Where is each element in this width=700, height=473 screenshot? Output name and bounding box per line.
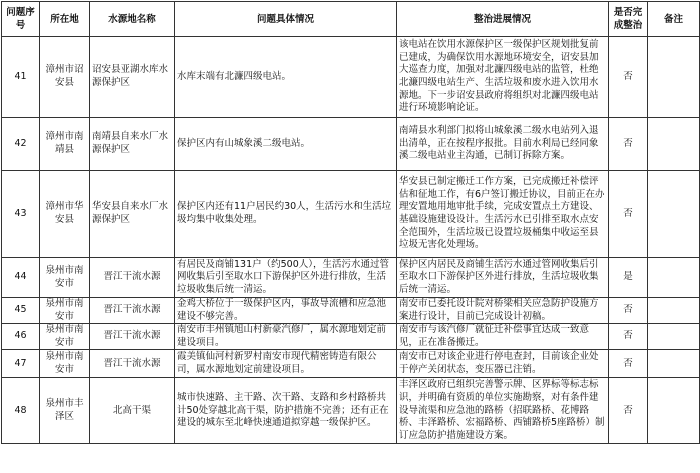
row-source: 晋江干流水源 <box>90 324 175 350</box>
header-source: 水源地名称 <box>90 2 175 37</box>
row-problem: 城市快速路、主干路、次干路、支路和乡村路桥共计50处穿越北高干渠，防护措施不完善；还有正在建设的城东至北峰快速通道拟穿越一级保护区。 <box>175 378 397 444</box>
row-progress: 南靖县水利部门拟将山城象溪二级水电站列入退出清单，正在按程序报批。目前水利局已经同象溪二级电站业主沟通，已制订拆除方案。 <box>397 118 609 171</box>
row-problem: 保护区内还有11户居民约30人，生活污水和生活垃圾均集中收集处理。 <box>175 171 397 258</box>
row-problem: 南安市丰州镇旭山村新豪汽修厂，属水源地划定前建设项目。 <box>175 324 397 350</box>
header-problem: 问题具体情况 <box>175 2 397 37</box>
table-row <box>2 350 700 378</box>
row-source: 晋江干流水源 <box>90 258 175 298</box>
table-row <box>2 298 700 324</box>
row-source: 南靖县自来水厂水源保护区 <box>90 118 175 171</box>
row-progress: 华安县已制定搬迁工作方案，已完成搬迁补偿评估和征地工作，有6户签订搬迁协议，目前正在办理安置地用地审批手续，完成安置点土方建设、基础设施建设设计。生活污水已引排至取水点安全范围外，生活垃圾已设置垃圾桶集中收运至县垃圾无害化处理场。 <box>397 171 609 258</box>
row-remark <box>648 118 700 171</box>
row-remark <box>648 298 700 324</box>
row-source: 诏安县亚湖水库水源保护区 <box>90 37 175 118</box>
row-no: 41 <box>2 37 40 118</box>
row-remark <box>648 37 700 118</box>
row-source: 华安县自来水厂水源保护区 <box>90 171 175 258</box>
remediation-table <box>1 1 700 444</box>
row-done: 否 <box>609 118 648 171</box>
row-remark <box>648 171 700 258</box>
header-no: 问题序号 <box>2 2 40 37</box>
row-location: 泉州市南安市 <box>40 298 90 324</box>
row-problem: 水库末端有北濂四级电站。 <box>175 37 397 118</box>
row-remark <box>648 324 700 350</box>
row-no: 47 <box>2 350 40 378</box>
row-no: 44 <box>2 258 40 298</box>
row-source: 北高干渠 <box>90 378 175 444</box>
table-row <box>2 118 700 171</box>
table-row <box>2 37 700 118</box>
row-source: 晋江干流水源 <box>90 350 175 378</box>
row-location: 漳州市南靖县 <box>40 118 90 171</box>
row-no: 42 <box>2 118 40 171</box>
row-remark <box>648 378 700 444</box>
row-done: 是 <box>609 258 648 298</box>
row-no: 43 <box>2 171 40 258</box>
row-done: 否 <box>609 324 648 350</box>
row-no: 46 <box>2 324 40 350</box>
row-location: 泉州市丰泽区 <box>40 378 90 444</box>
header-remark: 备注 <box>648 2 700 37</box>
row-problem: 有居民及商铺131户（约500人），生活污水通过管网收集后引至取水口下游保护区外进行排放，生活垃圾收集后统一清运。 <box>175 258 397 298</box>
row-no: 45 <box>2 298 40 324</box>
table-row <box>2 258 700 298</box>
row-location: 泉州市南安市 <box>40 350 90 378</box>
row-done: 否 <box>609 37 648 118</box>
row-done: 否 <box>609 350 648 378</box>
row-remark <box>648 350 700 378</box>
table-row <box>2 378 700 444</box>
row-progress: 南安市与该汽修厂就征迁补偿事宜达成一致意见，正在准备搬迁。 <box>397 324 609 350</box>
row-done: 否 <box>609 378 648 444</box>
row-source: 晋江干流水源 <box>90 298 175 324</box>
row-location: 漳州市诏安县 <box>40 37 90 118</box>
row-progress: 丰泽区政府已组织完善警示牌、区界标等标志标识，并明确有资质的单位实施勘察，对有条件建设导流渠和应急池的路桥（招联路桥、花博路桥、丰泽路桥、宏福路桥、西铺路桥5座路桥）制订应急防护措施建设方案。 <box>397 378 609 444</box>
table-row <box>2 324 700 350</box>
row-remark <box>648 258 700 298</box>
row-done: 否 <box>609 298 648 324</box>
header-progress: 整治进展情况 <box>397 2 609 37</box>
row-location: 漳州市华安县 <box>40 171 90 258</box>
row-problem: 霞美镇仙河村新罗村南安市现代精密铸造有限公司，属水源地划定前建设项目。 <box>175 350 397 378</box>
row-location: 泉州市南安市 <box>40 324 90 350</box>
header-location: 所在地 <box>40 2 90 37</box>
row-progress: 保护区内居民及商铺生活污水通过管网收集后引至取水口下游保护区外进行排放，生活垃圾收集后统一清运。 <box>397 258 609 298</box>
table-row <box>2 171 700 258</box>
row-no: 48 <box>2 378 40 444</box>
row-progress: 南安市已对该企业进行停电查封，目前该企业处于停产关闭状态，变压器已注销。 <box>397 350 609 378</box>
row-progress: 该电站在饮用水源保护区一级保护区规划批复前已建成，为确保饮用水源地环境安全，诏安县加大巡查力度，加强对北濂四级电站的监管，杜绝北濂四级电站生产、生活垃圾和废水进入饮用水源地。下一步诏安县政府将组织对北濂四级电站进行环境影响论证。 <box>397 37 609 118</box>
row-location: 泉州市南安市 <box>40 258 90 298</box>
row-progress: 南安市已委托设计院对桥梁相关应急防护设施方案进行设计，目前已完成设计初稿。 <box>397 298 609 324</box>
row-problem: 保护区内有山城象溪二级电站。 <box>175 118 397 171</box>
row-done: 否 <box>609 171 648 258</box>
row-problem: 金鸡大桥位于一级保护区内，事故导流槽和应急池建设不够完善。 <box>175 298 397 324</box>
header-done: 是否完成整治 <box>609 2 648 37</box>
table-header-row <box>2 2 700 37</box>
